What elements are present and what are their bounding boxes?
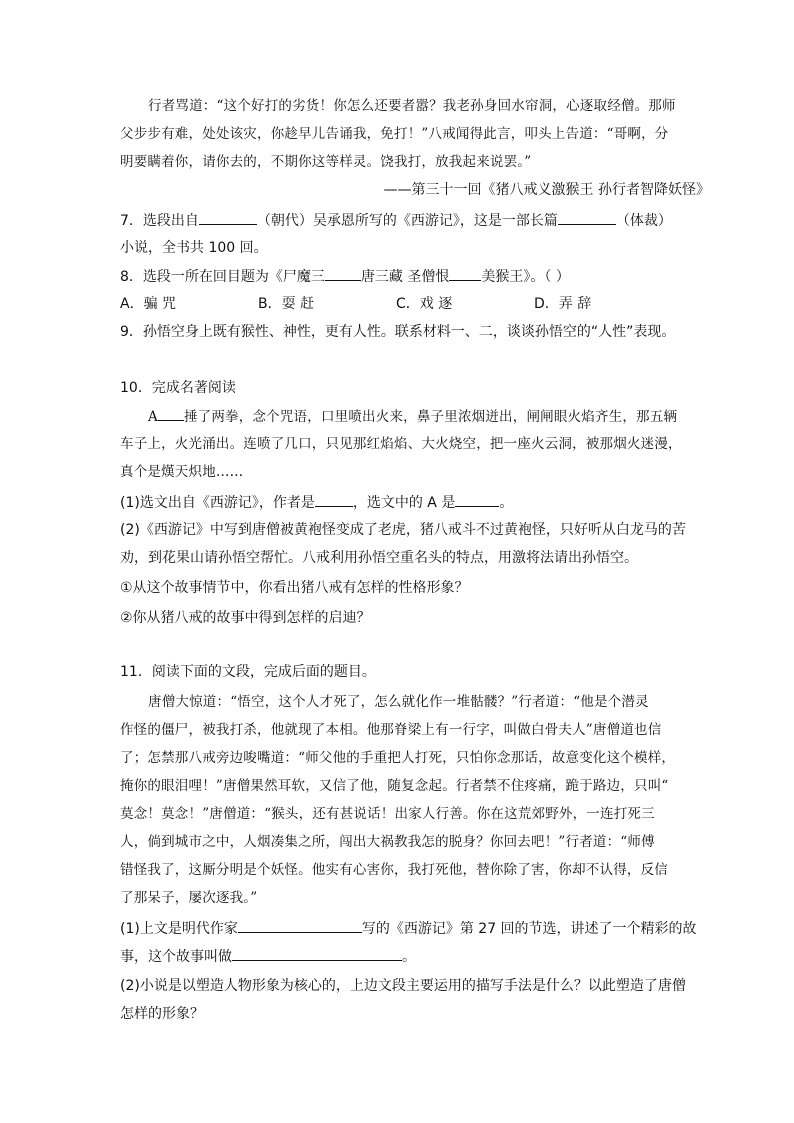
q11-sub-1 — [120, 918, 697, 939]
q7-blank-dynasty[interactable] — [199, 210, 257, 225]
q10-sub2-line-1: (2)《西游记》中写到唐僧被黄袍怪变成了老虎，猪八戒斗不过黄袍怪，只好听从白龙马的苦 — [120, 522, 686, 538]
q11-passage-line-7: 错怪我了，这厮分明是个妖怪。他实有心害你，我打死他，替你除了害，你却不认得，反信 — [120, 862, 668, 878]
q10-passage-line-1 — [148, 406, 677, 427]
q8-option-d[interactable]: D．弄 辞 — [534, 296, 592, 312]
q7-blank-genre[interactable] — [558, 210, 616, 225]
q8-option-a[interactable]: A．骗 咒 — [120, 296, 177, 312]
q8-option-c[interactable]: C．戏 逐 — [396, 296, 453, 312]
q10-passage-text-1: 捶了两拳，念个咒语，口里喷出火来，鼻子里浓烟迸出，闸闸眼火焰齐生，那五辆 — [183, 409, 678, 425]
q11-passage-line-3: 了；怎禁那八戒旁边唆嘴道：“师父他的手重把人打死，只怕你念那话，故意变化这个模样， — [120, 750, 676, 766]
q11-passage-line-2: 作怪的僵尸，被我打杀，他就现了本相。他那脊梁上有一行字，叫做白骨夫人”唐僧道也信 — [120, 722, 662, 738]
passage1-line-2: 父步步有难，处处该灾，你趁早儿告诵我，免打！”八戒闻得此言，叩头上告道：“哥啊，分 — [120, 126, 669, 142]
q10-question-a: ①从这个故事情节中，你看出猪八戒有怎样的性格形象？ — [120, 580, 469, 596]
q10-blank-author[interactable] — [315, 492, 353, 507]
q8-text-3: 美猴王》。（ ） — [481, 269, 570, 285]
q10-question-b: ②你从猪八戒的故事中得到怎样的启迪？ — [120, 610, 371, 626]
q7-text-1: 7．选段出自 — [120, 213, 199, 229]
q10-passage-line-2: 车子上，火光涌出。连喷了几口，只见那红焰焰、大火烧空，把一座火云洞，被那烟火迷漫， — [120, 436, 682, 452]
passage1-line-3: 明要瞒着你，请你去的，不期你这等样灵。饶我打，放我起来说罢。” — [120, 154, 532, 170]
q10-sub1-text-c: 。 — [499, 495, 514, 511]
q7-text-3: （体裁） — [615, 213, 672, 229]
q10-passage-blank — [158, 406, 184, 421]
q11-passage-line-1: 唐僧大惊道：“悟空，这个人才死了，怎么就化作一堆骷髅？”行者道：“他是个潜灵 — [148, 694, 649, 710]
q10-blank-a[interactable] — [455, 492, 499, 507]
q11-passage-line-8: 了那呆子，屡次逐我。” — [120, 890, 258, 906]
q7-text-2: （朝代）吴承恩所写的《西游记》，这是一部长篇 — [256, 213, 558, 229]
q10-sub1-text-b: ，选文中的 A 是 — [352, 495, 456, 511]
q8-blank-1[interactable] — [325, 266, 361, 281]
question-8 — [120, 266, 570, 287]
q11-sub1-line-2 — [120, 946, 416, 967]
q10-passage-label: A — [148, 409, 158, 425]
q8-text-2: 唐三藏 圣僧恨 — [360, 269, 450, 285]
q11-blank-author[interactable] — [238, 918, 362, 933]
q11-sub1-text-d: 。 — [402, 949, 416, 965]
q7-line-2: 小说，全书共 100 回。 — [120, 240, 268, 256]
q10-sub1-text-a: (1)选文出自《西游记》，作者是 — [120, 495, 315, 511]
q11-sub1-text-c: 事，这个故事叫做 — [120, 949, 232, 965]
q11-passage-line-4: 掩你的眼泪哩！”唐僧果然耳软，又信了他，随复念起。行者禁不住疼痛，跪于路边，只叫“ — [120, 778, 669, 794]
q11-sub1-text-b: 写的《西游记》第 27 回的节选，讲述了一个精彩的故 — [361, 921, 697, 937]
question-9: 9．孙悟空身上既有猴性、神性，更有人性。联系材料一、二，谈谈孙悟空的“人性”表现。 — [120, 324, 676, 340]
q11-passage-line-5: 莫念！莫念！”唐僧道：“猴头，还有甚说话！出家人行善。你在这荒郊野外，一连打死三 — [120, 806, 655, 822]
passage1-line-1: 行者骂道：“这个好打的劣货！你怎么还要者嚣？我老孙身回水帘洞，心逐取经僧。那师 — [148, 98, 676, 114]
q11-sub1-text-a: (1)上文是明代作家 — [120, 921, 238, 937]
q10-sub-1 — [120, 492, 513, 513]
q11-passage-line-6: 人，倘到城市之中，人烟凑集之所，闯出大祸教我怎的脱身？你回去吧！”行者道：“师傅 — [120, 834, 655, 850]
q10-heading: 10．完成名著阅读 — [120, 380, 236, 396]
q8-blank-2[interactable] — [449, 266, 481, 281]
question-7 — [120, 210, 672, 231]
q11-heading: 11．阅读下面的文段，完成后面的题目。 — [120, 664, 376, 680]
passage1-source: ——第三十一回《猪八戒义激猴王 孙行者智降妖怪》 — [383, 182, 710, 198]
q8-option-b[interactable]: B．耍 赶 — [258, 296, 315, 312]
q10-sub2-line-2: 劝，到花果山请孙悟空帮忙。八戒利用孙悟空重名头的特点，用激将法请出孙悟空。 — [120, 550, 638, 566]
q11-sub2-line-1: (2)小说是以塑造人物形象为核心的，上边文段主要运用的描写手法是什么？以此塑造了唐僧 — [120, 978, 686, 994]
q8-text-1: 8．选段一所在回目题为《尸魔三 — [120, 269, 325, 285]
q11-sub2-line-2: 怎样的形象？ — [120, 1006, 204, 1022]
q10-passage-line-3: 真个是熯天炽地…… — [120, 464, 244, 480]
q11-blank-story[interactable] — [232, 946, 402, 961]
